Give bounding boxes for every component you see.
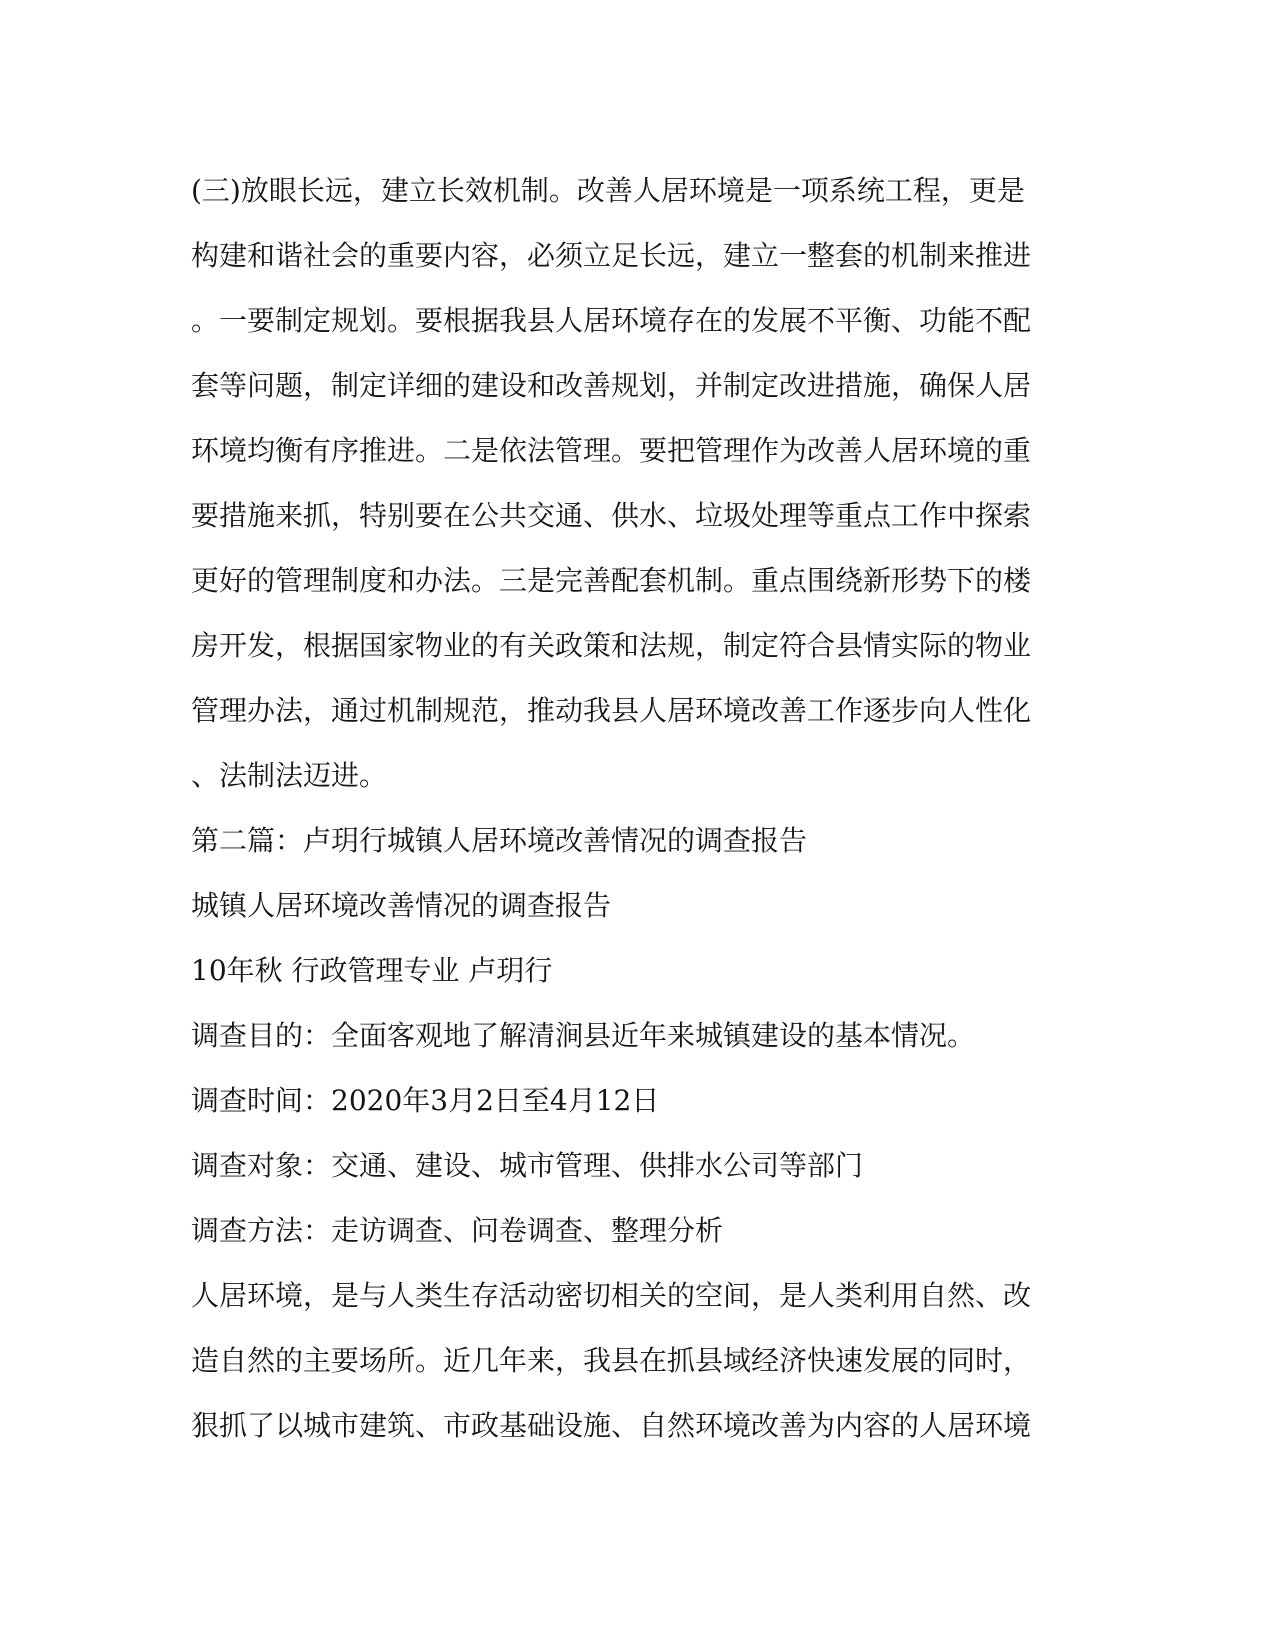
survey-subjects: 调查对象：交通、建设、城市管理、供排水公司等部门 xyxy=(191,1149,864,1182)
paragraph-line: 房开发，根据国家物业的有关政策和法规，制定符合县情实际的物业 xyxy=(191,629,1032,662)
paragraph-line: 更好的管理制度和办法。三是完善配套机制。重点围绕新形势下的楼 xyxy=(191,564,1032,597)
paragraph-line: 环境均衡有序推进。二是依法管理。要把管理作为改善人居环境的重 xyxy=(191,434,1032,467)
paragraph-line: 人居环境，是与人类生存活动密切相关的空间，是人类利用自然、改 xyxy=(191,1279,1032,1312)
section-title: 第二篇：卢玥行城镇人居环境改善情况的调查报告 xyxy=(191,824,808,857)
report-title: 城镇人居环境改善情况的调查报告 xyxy=(191,889,612,922)
paragraph-line: 、法制法迈进。 xyxy=(191,759,388,792)
survey-purpose: 调查目的：全面客观地了解清涧县近年来城镇建设的基本情况。 xyxy=(191,1019,976,1052)
paragraph-line: 构建和谐社会的重要内容，必须立足长远，建立一整套的机制来推进 xyxy=(191,239,1032,272)
paragraph-line: 。一要制定规划。要根据我县人居环境存在的发展不平衡、功能不配 xyxy=(191,304,1032,337)
survey-method: 调查方法：走访调查、问卷调查、整理分析 xyxy=(191,1214,724,1247)
survey-time: 调查时间：2020年3月2日至4月12日 xyxy=(191,1084,660,1117)
document-body xyxy=(191,158,1071,1458)
paragraph-line: 造自然的主要场所。近几年来，我县在抓县域经济快速发展的同时， xyxy=(191,1344,1032,1377)
author-line: 10年秋 行政管理专业 卢玥行 xyxy=(191,954,553,987)
paragraph-line: 要措施来抓，特别要在公共交通、供水、垃圾处理等重点工作中探索 xyxy=(191,499,1032,532)
paragraph-line: (三)放眼长远，建立长效机制。改善人居环境是一项系统工程，更是 xyxy=(191,174,1025,207)
paragraph-line: 套等问题，制定详细的建设和改善规划，并制定改进措施，确保人居 xyxy=(191,369,1032,402)
paragraph-line: 管理办法，通过机制规范，推动我县人居环境改善工作逐步向人性化 xyxy=(191,694,1032,727)
paragraph-line: 狠抓了以城市建筑、市政基础设施、自然环境改善为内容的人居环境 xyxy=(191,1409,1032,1442)
